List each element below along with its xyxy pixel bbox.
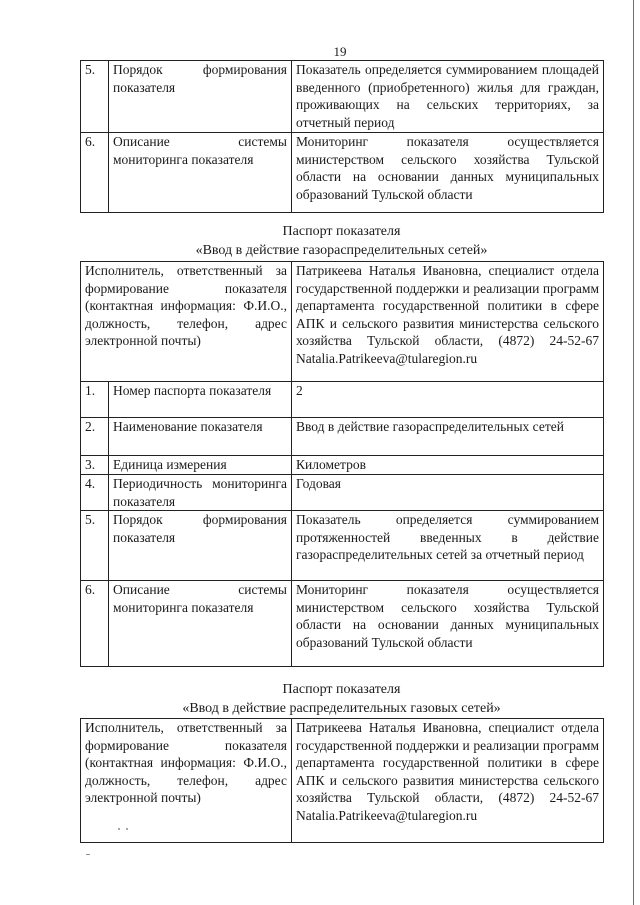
passport-2-table xyxy=(80,718,604,843)
row-value: Мониторинг показателя осуществляется министерством сельского хозяйства Тульской области на основании данных муниципальных образований Тульской области xyxy=(292,581,604,667)
page-number: 19 xyxy=(333,44,347,59)
table-row xyxy=(81,418,604,456)
passport-1-title-line2: «Ввод в действие газораспределительных сетей» xyxy=(195,243,488,258)
passport-2-title-line2: «Ввод в действие распределительных газовых сетей» xyxy=(182,701,501,716)
row-value: Показатель определяется суммированием площадей введенного (приобретенного) жилья для граждан, проживающих на сельских территориях, за отчетный период xyxy=(292,61,604,133)
row-number: 6. xyxy=(81,581,109,667)
table-row xyxy=(81,61,604,133)
passport-1-title-line1: Паспорт показателя xyxy=(282,224,401,239)
row-value: Показатель определяется суммированием протяженностей введенных в действие газораспределительных сетей за отчетный период xyxy=(292,511,604,581)
table-row xyxy=(81,511,604,581)
row-value: Ввод в действие газораспределительных сетей xyxy=(292,418,604,456)
row-label: Единица измерения xyxy=(109,456,292,475)
row-number: 1. xyxy=(81,382,109,418)
row-number: 6. xyxy=(81,133,109,213)
row-label: Порядок формирования показателя xyxy=(109,511,292,581)
header-row xyxy=(81,262,604,382)
row-number: 5. xyxy=(81,61,109,133)
table-row xyxy=(81,456,604,475)
row-number: 3. xyxy=(81,456,109,475)
table-row xyxy=(81,133,604,213)
table-row xyxy=(81,581,604,667)
passport-2-title xyxy=(80,680,603,718)
responsible-label: Исполнитель, ответственный за формирование показателя (контактная информация: Ф.И.О., должность, телефон, адрес электронной почты) xyxy=(81,719,292,843)
continued-passport-table xyxy=(80,60,604,213)
table-row xyxy=(81,382,604,418)
row-value: Мониторинг показателя осуществляется министерством сельского хозяйства Тульской области на основании данных муниципальных образований Тульской области xyxy=(292,133,604,213)
row-label: Наименование показателя xyxy=(109,418,292,456)
row-value: Километров xyxy=(292,456,604,475)
passport-2-title-line1: Паспорт показателя xyxy=(282,682,401,697)
table-row xyxy=(81,475,604,511)
row-number: 4. xyxy=(81,475,109,511)
row-label: Порядок формирования показателя xyxy=(109,61,292,133)
header-row xyxy=(81,719,604,843)
responsible-value: Патрикеева Наталья Ивановна, специалист отдела государственной поддержки и реализации программ департамента государственной политики в сфере АПК и сельского развития министерства сельского хозяйства Тульской области, (4872) 24-52-67 Natalia.Patrikeeva@tularegion.ru xyxy=(292,719,604,843)
passport-1-title xyxy=(80,222,603,260)
row-number: 5. xyxy=(81,511,109,581)
responsible-label: Исполнитель, ответственный за формирование показателя (контактная информация: Ф.И.О., должность, телефон, адрес электронной почты) xyxy=(81,262,292,382)
row-number: 2. xyxy=(81,418,109,456)
passport-1-table xyxy=(80,261,604,667)
scan-edge-line xyxy=(633,0,634,905)
scan-speck xyxy=(86,854,90,855)
scan-speck xyxy=(118,828,120,830)
row-label: Периодичность мониторинга показателя xyxy=(109,475,292,511)
row-value: 2 xyxy=(292,382,604,418)
row-label: Описание системы мониторинга показателя xyxy=(109,133,292,213)
scan-speck xyxy=(126,828,128,830)
row-label: Описание системы мониторинга показателя xyxy=(109,581,292,667)
responsible-value: Патрикеева Наталья Ивановна, специалист отдела государственной поддержки и реализации программ департамента государственной политики в сфере АПК и сельского развития министерства сельского хозяйства Тульской области, (4872) 24-52-67 Natalia.Patrikeeva@tularegion.ru xyxy=(292,262,604,382)
row-value: Годовая xyxy=(292,475,604,511)
row-label: Номер паспорта показателя xyxy=(109,382,292,418)
